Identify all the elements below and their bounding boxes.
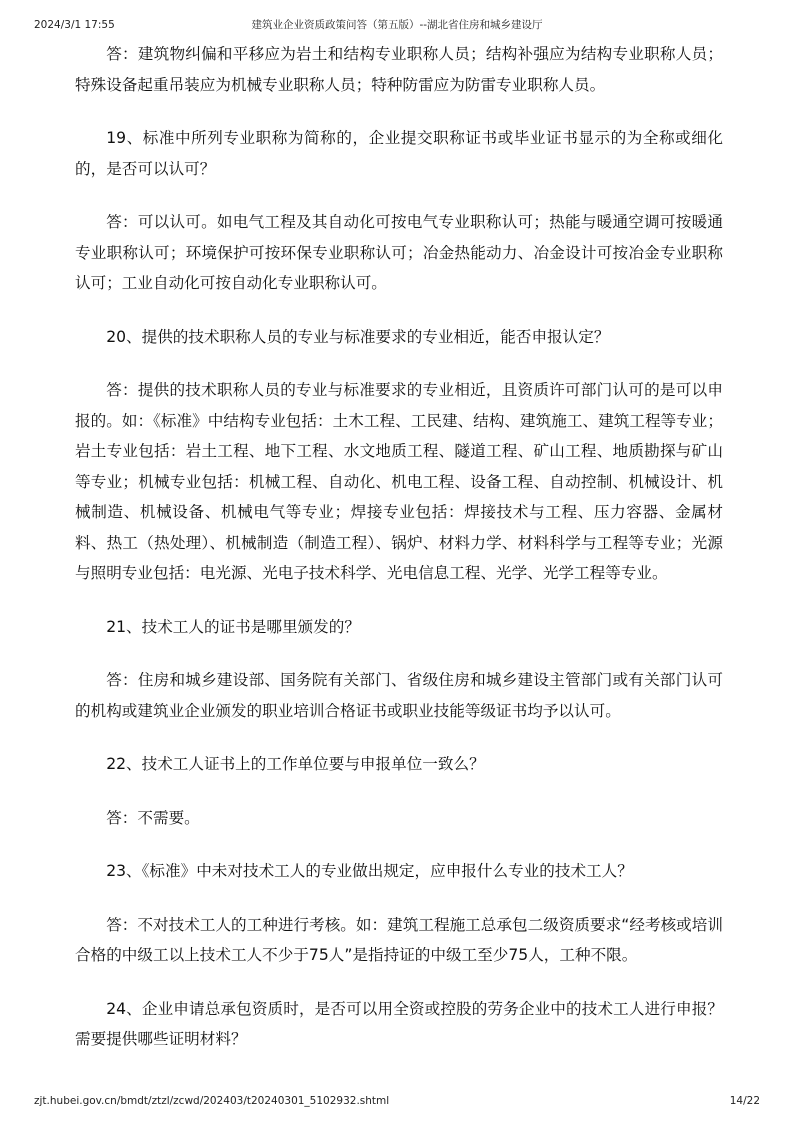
document-body	[75, 39, 723, 1055]
page-number: 14/22	[729, 1095, 760, 1107]
print-url: zjt.hubei.gov.cn/bmdt/ztzl/zcwd/202403/t20240301_5102932.shtml	[34, 1095, 390, 1107]
question-22: 22、技术工人证书上的工作单位要与申报单位一致么？	[106, 755, 485, 773]
answer-22: 答：不需要。	[106, 808, 200, 827]
answer-19: 答：可以认可。如电气工程及其自动化可按电气专业职称认可；热能与暖通空调可按暖通专业职称认可；环境保护可按环保专业职称认可；冶金热能动力、冶金设计可按冶金专业职称认可；工业自动化可按自动化专业职称认可。	[75, 213, 723, 292]
answer-20: 答：提供的技术职称人员的专业与标准要求的专业相近，且资质许可部门认可的是可以申报的。如：《标准》中结构专业包括：土木工程、工民建、结构、建筑施工、建筑工程等专业；岩土专业包括：岩土工程、地下工程、水文地质工程、隧道工程、矿山工程、地质勘探与矿山等专业；机械专业包括：机械工程、自动化、机电工程、设备工程、自动控制、机械设计、机械制造、机械设备、机械电气等专业；焊接专业包括：焊接技术与工程、压力容器、金属材料、热工（热处理）、机械制造（制造工程）、锅炉、材料力学、材料科学与工程等专业；光源与照明专业包括：电光源、光电子技术科学、光电信息工程、光学、光学工程等专业。	[75, 381, 723, 582]
answer-21: 答：住房和城乡建设部、国务院有关部门、省级住房和城乡建设主管部门或有关部门认可的机构或建筑业企业颁发的职业培训合格证书或职业技能等级证书均予以认可。	[75, 671, 723, 720]
print-page-title: 建筑业企业资质政策问答（第五版）--湖北省住房和城乡建设厅	[251, 19, 543, 31]
answer-23: 答：不对技术工人的工种进行考核。如：建筑工程施工总承包二级资质要求“经考核或培训合格的中级工以上技术工人不少于75人”是指持证的中级工至少75人，工种不限。	[75, 915, 723, 964]
print-datetime: 2024/3/1 17:55	[34, 19, 115, 31]
question-20: 20、提供的技术职称人员的专业与标准要求的专业相近，能否申报认定？	[106, 327, 610, 346]
question-23: 23、《标准》中未对技术工人的专业做出规定，应申报什么专业的技术工人？	[106, 862, 633, 880]
question-24: 24、企业申请总承包资质时，是否可以用全资或控股的劳务企业中的技术工人进行申报？需要提供哪些证明材料？	[75, 999, 723, 1048]
question-21: 21、技术工人的证书是哪里颁发的？	[106, 617, 360, 636]
question-19: 19、标准中所列专业职称为简称的，企业提交职称证书或毕业证书显示的为全称或细化的，是否可以认可？	[75, 129, 723, 178]
print-header	[34, 18, 760, 32]
print-footer	[34, 1094, 760, 1108]
answer-paragraph: 答：建筑物纠偏和平移应为岩土和结构专业职称人员；结构补强应为结构专业职称人员；特殊设备起重吊装应为机械专业职称人员；特种防雷应为防雷专业职称人员。	[75, 45, 723, 94]
